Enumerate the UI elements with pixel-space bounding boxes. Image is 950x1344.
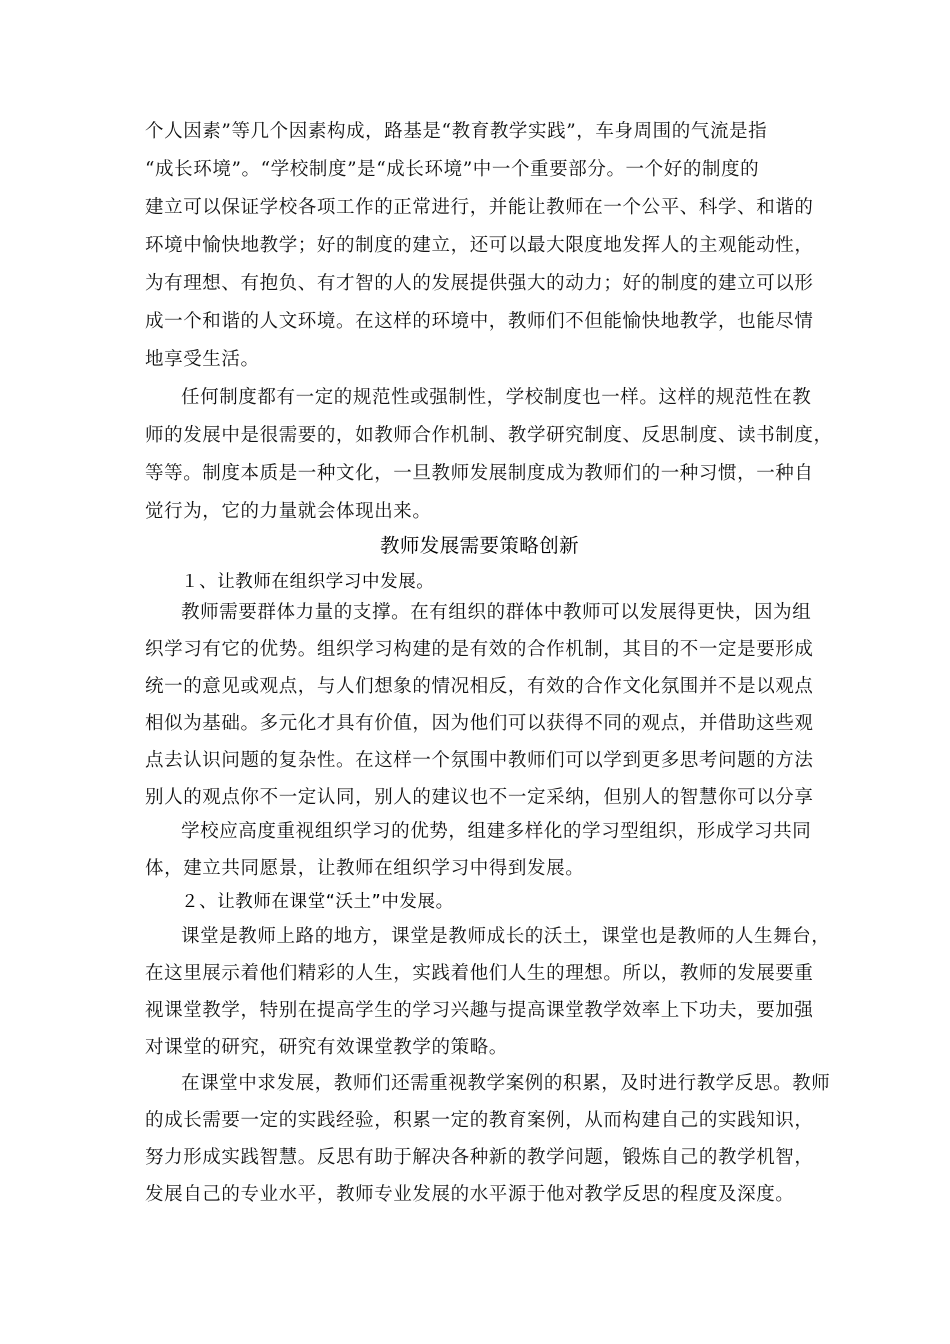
text-line: 织学习有它的优势。组织学习构建的是有效的合作机制，其目的不一定是要形成 [145,639,814,660]
text-line: 为有理想、有抱负、有才智的人的发展提供强大的动力；好的制度的建立可以形 [145,273,814,294]
text-line: 视课堂教学，特别在提高学生的学习兴趣与提高课堂教学效率上下功夫，要加强 [145,1000,814,1021]
subheading-classroom: ２、让教师在课堂“沃土”中发展。 [181,892,454,912]
text-line: 课堂是教师上路的地方，课堂是教师成长的沃土，课堂也是教师的人生舞台， [181,926,831,947]
section-heading: 教师发展需要策略创新 [380,534,580,557]
text-line: 在课堂中求发展，教师们还需重视教学案例的积累，及时进行教学反思。教师 [181,1073,831,1094]
text-line: 任何制度都有一定的规范性或强制性，学校制度也一样。这样的规范性在教 [181,387,812,408]
text-line: 教师需要群体力量的支撑。在有组织的群体中教师可以发展得更快，因为组 [181,602,812,623]
text-line: 点去认识问题的复杂性。在这样一个氛围中教师们可以学到更多思考问题的方法 [145,750,814,771]
text-line: 觉行为，它的力量就会体现出来。 [145,501,432,522]
text-line: “成长环境”。“学校制度”是“成长环境”中一个重要部分。一个好的制度的 [145,159,760,180]
text-line: 学校应高度重视组织学习的优势，组建多样化的学习型组织，形成学习共同 [181,821,812,842]
text-line: 的成长需要一定的实践经验，积累一定的教育案例，从而构建自己的实践知识， [145,1110,814,1131]
text-line: 对课堂的研究，研究有效课堂教学的策略。 [145,1037,508,1058]
subheading-organized-learning: １、让教师在组织学习中发展。 [181,572,435,592]
text-line: 努力形成实践智慧。反思有助于解决各种新的教学问题，锻炼自己的教学机智， [145,1147,814,1168]
text-line: 建立可以保证学校各项工作的正常进行，并能让教师在一个公平、科学、和谐的 [145,197,814,218]
text-line: 别人的观点你不一定认同，别人的建议也不一定采纳，但别人的智慧你可以分享 [145,787,814,808]
text-line: 等等。制度本质是一种文化，一旦教师发展制度成为教师们的一种习惯，一种自 [145,463,814,484]
text-line: 体，建立共同愿景，让教师在组织学习中得到发展。 [145,858,585,879]
text-line: 个人因素”等几个因素构成，路基是“教育教学实践”，车身周围的气流是指 [145,121,768,142]
text-line: 师的发展中是很需要的，如教师合作机制、教学研究制度、反思制度、读书制度， [145,425,833,446]
text-line: 相似为基础。多元化才具有价值，因为他们可以获得不同的观点，并借助这些观 [145,713,814,734]
text-line: 环境中愉快地教学；好的制度的建立，还可以最大限度地发挥人的主观能动性， [145,235,814,256]
text-line: 在这里展示着他们精彩的人生，实践着他们人生的理想。所以，教师的发展要重 [145,963,814,984]
text-line: 成一个和谐的人文环境。在这样的环境中，教师们不但能愉快地教学，也能尽情 [145,311,814,332]
text-line: 发展自己的专业水平，教师专业发展的水平源于他对教学反思的程度及深度。 [145,1184,795,1205]
text-line: 地享受生活。 [145,349,260,370]
text-line: 统一的意见或观点，与人们想象的情况相反，有效的合作文化氛围并不是以观点 [145,676,814,697]
